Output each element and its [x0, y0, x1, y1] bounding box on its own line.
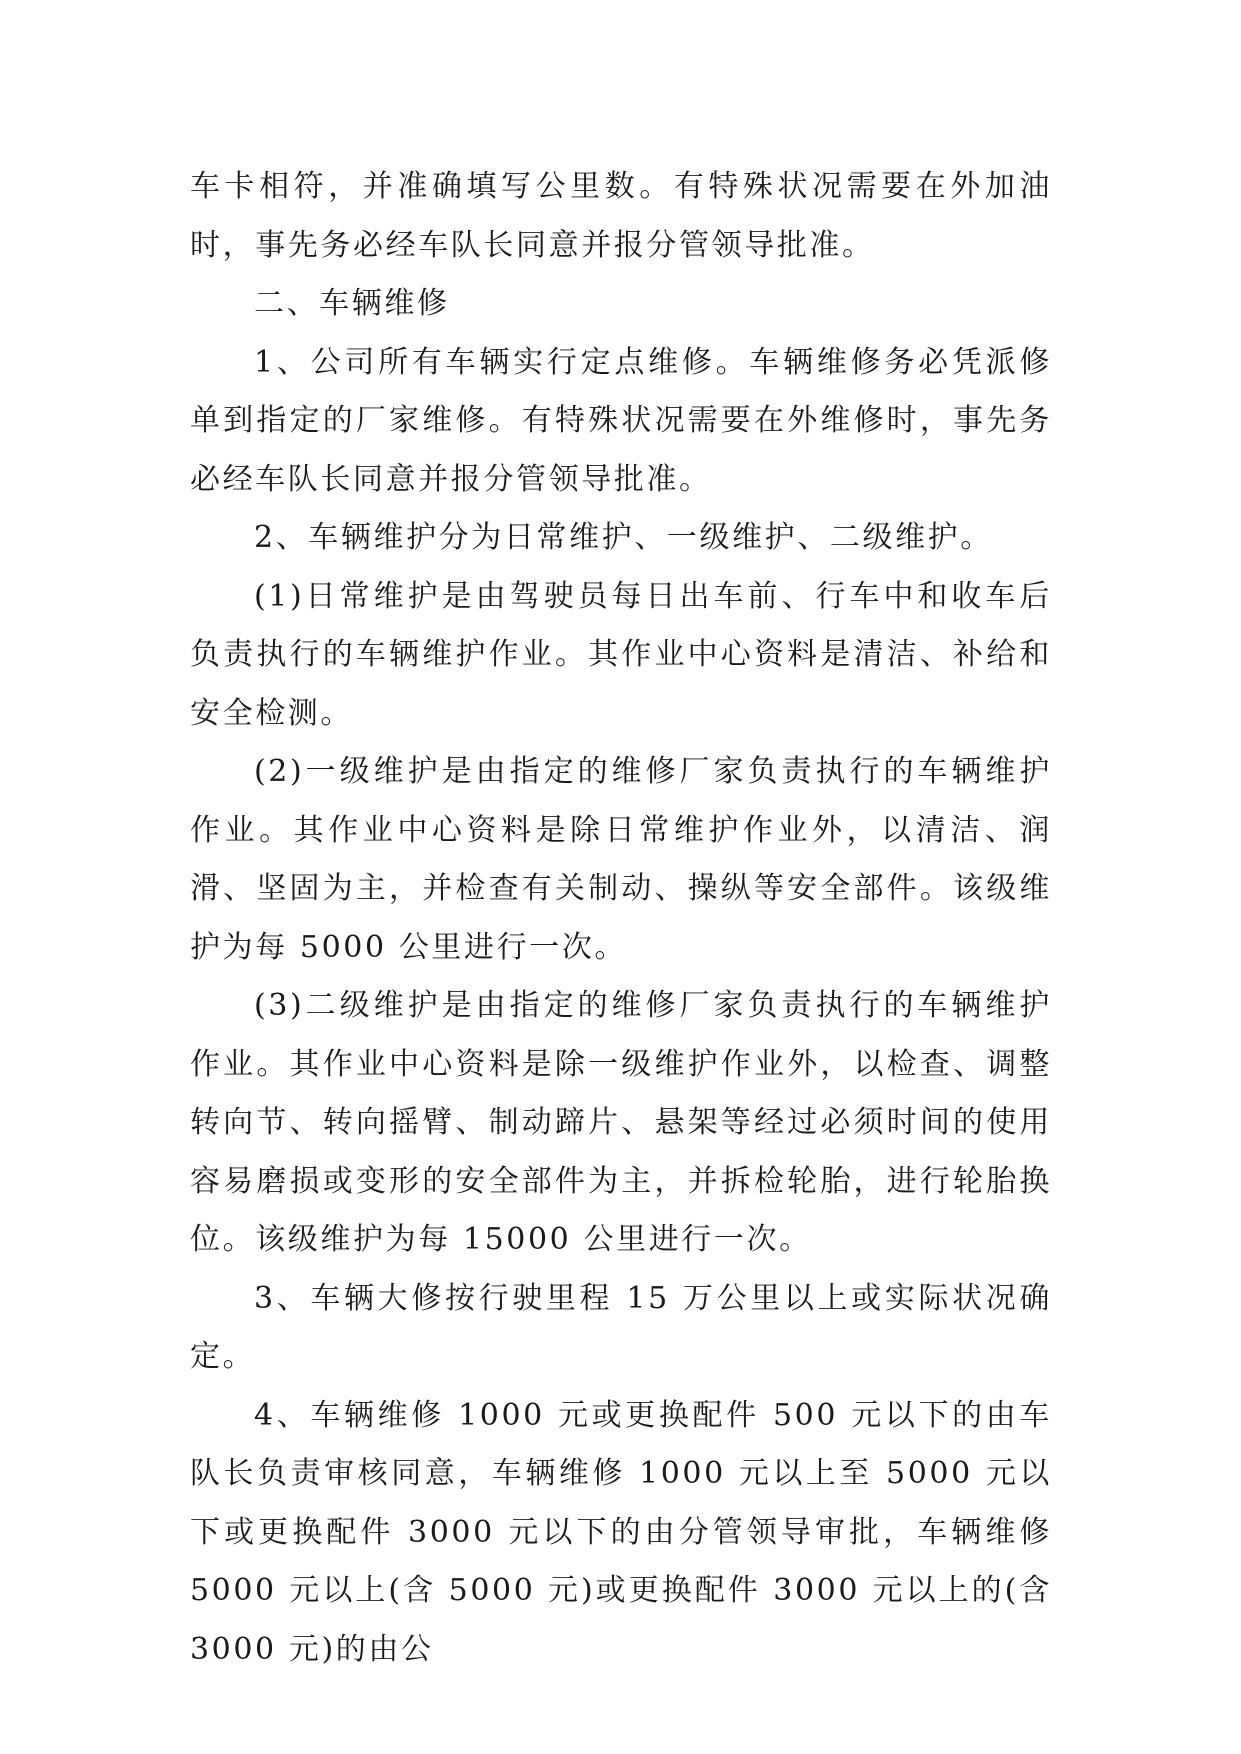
section-heading-vehicle-repair: 二、车辆维修 — [254, 286, 450, 321]
paragraph-designated-repair: 1、公司所有车辆实行定点维修。车辆维修务必凭派修单到指定的厂家维修。有特殊状况需要在外维修时，事先务必经车队长同意并报分管领导批准。 — [190, 344, 1052, 497]
paragraph-approval-limits: 4、车辆维修 1000 元或更换配件 500 元以下的由车队长负责审核同意，车辆维修 1000 元以上至 5000 元以下或更换配件 3000 元以下的由分管领导审批，车辆维修 5000 元以上(含 5000 元)或更换配件 3000 元以上的(含 3000 元)的由公 — [190, 1397, 1052, 1667]
paragraph-second-level-maintenance: (3)二级维护是由指定的维修厂家负责执行的车辆维护作业。其作业中心资料是除一级维护作业外，以检查、调整转向节、转向摇臂、制动蹄片、悬架等经过必须时间的使用容易磨损或变形的安全部件为主，并拆检轮胎，进行轮胎换位。该级维护为每 15000 公里进行一次。 — [190, 988, 1052, 1257]
document-body — [190, 158, 1052, 1679]
paragraph-refuel-rule: 车卡相符，并准确填写公里数。有特殊状况需要在外加油时，事先务必经车队长同意并报分管领导批准。 — [190, 169, 1052, 263]
paragraph-first-level-maintenance: (2)一级维护是由指定的维修厂家负责执行的车辆维护作业。其作业中心资料是除日常维护作业外，以清洁、润滑、坚固为主，并检查有关制动、操纵等安全部件。该级维护为每 5000 公里进行一次。 — [190, 754, 1052, 965]
paragraph-overhaul: 3、车辆大修按行驶里程 15 万公里以上或实际状况确定。 — [190, 1280, 1052, 1374]
paragraph-maintenance-types: 2、车辆维护分为日常维护、一级维护、二级维护。 — [254, 520, 993, 555]
paragraph-daily-maintenance: (1)日常维护是由驾驶员每日出车前、行车中和收车后负责执行的车辆维护作业。其作业中心资料是清洁、补给和安全检测。 — [190, 578, 1052, 731]
